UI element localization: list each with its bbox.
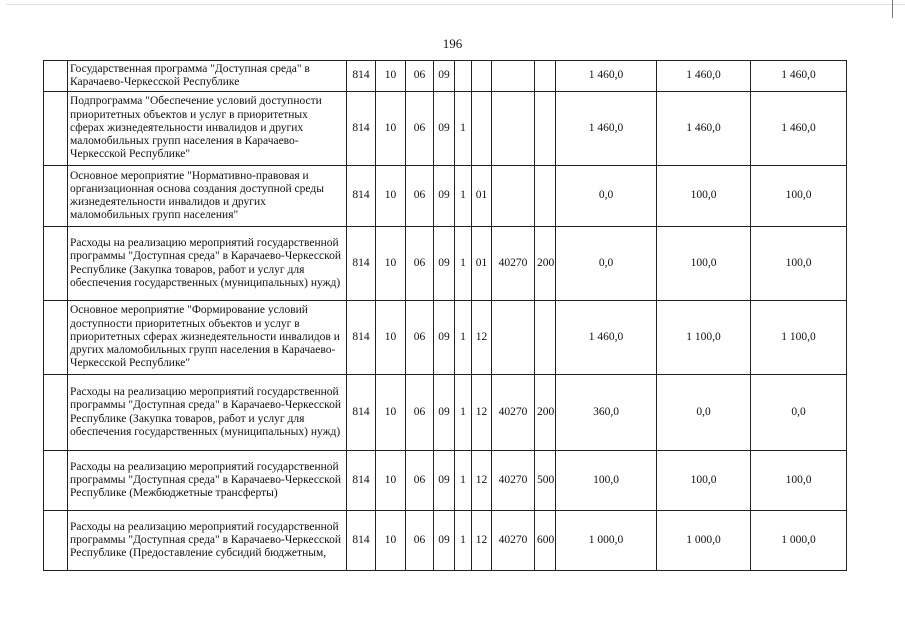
- blank-cell: [44, 375, 68, 451]
- amount-year-3: 100,0: [751, 227, 847, 301]
- direction-code: 40270: [492, 451, 535, 511]
- program-code: 09: [434, 92, 455, 166]
- section-code: 10: [376, 166, 406, 227]
- program-code: 09: [434, 451, 455, 511]
- amount-year-2: 100,0: [657, 166, 751, 227]
- subsection-code: 06: [406, 227, 434, 301]
- amount-year-2: 100,0: [657, 451, 751, 511]
- blank-cell: [44, 301, 68, 375]
- expense-type-code: [535, 301, 556, 375]
- amount-year-1: 0,0: [556, 227, 657, 301]
- expense-type-code: 500: [535, 451, 556, 511]
- direction-code: 40270: [492, 227, 535, 301]
- activity-code: 01: [472, 166, 492, 227]
- table-row: [44, 301, 847, 375]
- amount-year-1: 1 460,0: [556, 301, 657, 375]
- subprogram-code: 1: [455, 92, 472, 166]
- table-row: [44, 375, 847, 451]
- subsection-code: 06: [406, 375, 434, 451]
- row-name: Расходы на реализацию мероприятий государственной программы "Доступная среда" в Карачаево-Черкесской Республике (Закупка товаров, работ и услуг для обеспечения государственных (муниципальных) нужд): [68, 227, 347, 301]
- program-code: 09: [434, 166, 455, 227]
- row-name: Расходы на реализацию мероприятий государственной программы "Доступная среда" в Карачаево-Черкесской Республике (Межбюджетные трансферты): [68, 451, 347, 511]
- expense-type-code: 600: [535, 511, 556, 571]
- section-code: 10: [376, 92, 406, 166]
- section-code: 10: [376, 451, 406, 511]
- direction-code: [492, 61, 535, 92]
- blank-cell: [44, 92, 68, 166]
- subsection-code: 06: [406, 301, 434, 375]
- amount-year-3: 0,0: [751, 375, 847, 451]
- subprogram-code: 1: [455, 511, 472, 571]
- table-row: [44, 451, 847, 511]
- amount-year-2: 100,0: [657, 227, 751, 301]
- subsection-code: 06: [406, 451, 434, 511]
- section-code: 10: [376, 301, 406, 375]
- ministry-code: 814: [347, 301, 376, 375]
- table-row: [44, 166, 847, 227]
- page-number: 196: [442, 36, 463, 51]
- ministry-code: 814: [347, 375, 376, 451]
- direction-code: 40270: [492, 511, 535, 571]
- scan-edge-mark: [892, 0, 893, 18]
- amount-year-1: 0,0: [556, 166, 657, 227]
- expense-type-code: 200: [535, 227, 556, 301]
- row-name: Подпрограмма "Обеспечение условий доступности приоритетных объектов и услуг в приоритетных сферах жизнедеятельности инвалидов и других маломобильных групп населения в Карачаево-Черкесской Республике": [68, 92, 347, 166]
- activity-code: 12: [472, 301, 492, 375]
- amount-year-2: 1 000,0: [657, 511, 751, 571]
- subsection-code: 06: [406, 92, 434, 166]
- scan-edge-line: [6, 4, 905, 5]
- ministry-code: 814: [347, 227, 376, 301]
- row-name: Основное мероприятие "Формирование условий доступности приоритетных объектов и услуг в приоритетных сферах жизнедеятельности инвалидов и других маломобильных групп населения в Карачаево-Черкесской Республике": [68, 301, 347, 375]
- section-code: 10: [376, 227, 406, 301]
- section-code: 10: [376, 61, 406, 92]
- program-code: 09: [434, 61, 455, 92]
- direction-code: [492, 301, 535, 375]
- table-row: [44, 61, 847, 92]
- row-name: Расходы на реализацию мероприятий государственной программы "Доступная среда" в Карачаево-Черкесской Республике (Закупка товаров, работ и услуг для обеспечения государственных (муниципальных) нужд): [68, 375, 347, 451]
- activity-code: 01: [472, 227, 492, 301]
- amount-year-1: 1 000,0: [556, 511, 657, 571]
- activity-code: [472, 61, 492, 92]
- ministry-code: 814: [347, 166, 376, 227]
- activity-code: 12: [472, 375, 492, 451]
- blank-cell: [44, 61, 68, 92]
- amount-year-3: 1 000,0: [751, 511, 847, 571]
- expense-type-code: [535, 166, 556, 227]
- blank-cell: [44, 227, 68, 301]
- amount-year-2: 1 100,0: [657, 301, 751, 375]
- budget-table: [43, 60, 847, 571]
- amount-year-1: 100,0: [556, 451, 657, 511]
- section-code: 10: [376, 511, 406, 571]
- amount-year-2: 0,0: [657, 375, 751, 451]
- ministry-code: 814: [347, 511, 376, 571]
- row-name: Государственная программа "Доступная среда" в Карачаево-Черкесской Республике: [68, 61, 347, 92]
- ministry-code: 814: [347, 61, 376, 92]
- subprogram-code: 1: [455, 301, 472, 375]
- amount-year-3: 1 460,0: [751, 92, 847, 166]
- program-code: 09: [434, 227, 455, 301]
- amount-year-3: 100,0: [751, 166, 847, 227]
- subsection-code: 06: [406, 61, 434, 92]
- row-name: Основное мероприятие "Нормативно-правовая и организационная основа создания доступной среды жизнедеятельности инвалидов и других маломобильных групп населения": [68, 166, 347, 227]
- subprogram-code: 1: [455, 227, 472, 301]
- ministry-code: 814: [347, 451, 376, 511]
- direction-code: [492, 92, 535, 166]
- expense-type-code: [535, 61, 556, 92]
- amount-year-2: 1 460,0: [657, 61, 751, 92]
- ministry-code: 814: [347, 92, 376, 166]
- table-row: [44, 511, 847, 571]
- subprogram-code: [455, 61, 472, 92]
- program-code: 09: [434, 301, 455, 375]
- activity-code: 12: [472, 511, 492, 571]
- section-code: 10: [376, 375, 406, 451]
- subsection-code: 06: [406, 511, 434, 571]
- amount-year-2: 1 460,0: [657, 92, 751, 166]
- program-code: 09: [434, 375, 455, 451]
- subprogram-code: 1: [455, 451, 472, 511]
- expense-type-code: [535, 92, 556, 166]
- activity-code: [472, 92, 492, 166]
- expense-type-code: 200: [535, 375, 556, 451]
- subprogram-code: 1: [455, 166, 472, 227]
- amount-year-3: 100,0: [751, 451, 847, 511]
- program-code: 09: [434, 511, 455, 571]
- subprogram-code: 1: [455, 375, 472, 451]
- amount-year-3: 1 460,0: [751, 61, 847, 92]
- table-row: [44, 92, 847, 166]
- amount-year-1: 1 460,0: [556, 92, 657, 166]
- table-row: [44, 227, 847, 301]
- blank-cell: [44, 511, 68, 571]
- row-name: Расходы на реализацию мероприятий государственной программы "Доступная среда" в Карачаево-Черкесской Республике (Предоставление субсидий бюджетным,: [68, 511, 347, 571]
- activity-code: 12: [472, 451, 492, 511]
- amount-year-1: 360,0: [556, 375, 657, 451]
- subsection-code: 06: [406, 166, 434, 227]
- amount-year-3: 1 100,0: [751, 301, 847, 375]
- blank-cell: [44, 166, 68, 227]
- direction-code: [492, 166, 535, 227]
- direction-code: 40270: [492, 375, 535, 451]
- amount-year-1: 1 460,0: [556, 61, 657, 92]
- blank-cell: [44, 451, 68, 511]
